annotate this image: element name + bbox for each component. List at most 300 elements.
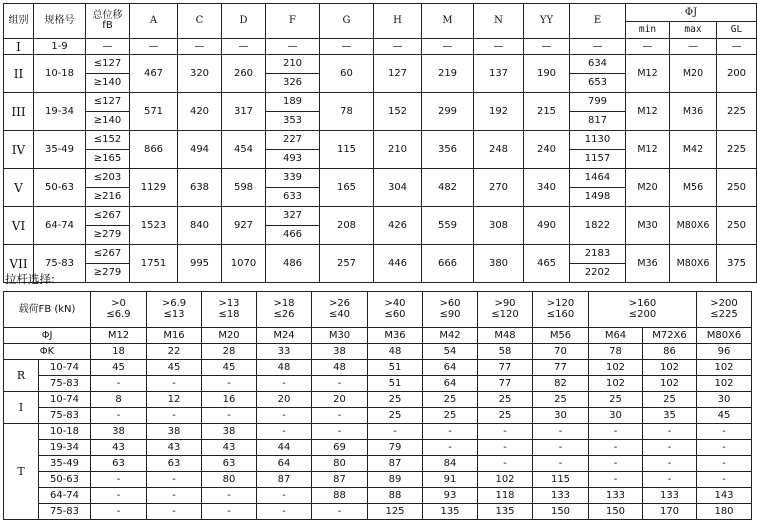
value-cell: 143 — [697, 488, 752, 504]
value-cell: 133 — [589, 488, 643, 504]
value-cell: 84 — [423, 456, 478, 472]
value-cell: 25 — [533, 392, 589, 408]
value-cell: 38 — [147, 424, 202, 440]
cell-m: 559 — [422, 207, 474, 245]
load-range-cell: >40 ≤60 — [368, 292, 423, 328]
cell-m: 299 — [422, 93, 474, 131]
group-label: T — [4, 424, 39, 520]
table-row — [4, 207, 757, 226]
value-cell: - — [257, 488, 312, 504]
value-cell: 43 — [91, 440, 147, 456]
phi-j-row-cell: M30 — [312, 328, 368, 344]
value-cell: - — [202, 408, 257, 424]
phi-j-row-cell: M24 — [257, 328, 312, 344]
cell-h: 127 — [374, 55, 422, 93]
load-range-cell: >0 ≤6.9 — [91, 292, 147, 328]
value-cell: 80 — [202, 472, 257, 488]
value-cell: 125 — [368, 504, 423, 520]
value-cell: 102 — [697, 376, 752, 392]
spec-cell: 1-9 — [34, 39, 86, 55]
value-cell: - — [202, 376, 257, 392]
value-cell: - — [533, 424, 589, 440]
header-col-yy: YY — [524, 4, 570, 39]
cell-a: 1523 — [130, 207, 178, 245]
load-range-cell: >60 ≤90 — [423, 292, 478, 328]
cell-max: M80X6 — [670, 245, 717, 283]
phi-k-row-cell: 96 — [697, 344, 752, 360]
value-cell: - — [697, 440, 752, 456]
table-row — [4, 440, 752, 456]
cell-e: 2202 — [570, 264, 626, 283]
dash-cell: — — [222, 39, 266, 55]
value-cell: - — [91, 472, 147, 488]
header-col-f: F — [266, 4, 320, 39]
value-cell: - — [312, 408, 368, 424]
group-cell: II — [4, 55, 34, 93]
value-cell: 25 — [589, 392, 643, 408]
cell-e: 1157 — [570, 150, 626, 169]
cell-m: 356 — [422, 131, 474, 169]
value-cell: - — [147, 472, 202, 488]
table-row — [4, 169, 757, 188]
value-cell: - — [533, 456, 589, 472]
spec-cell: 10-74 — [39, 360, 91, 376]
value-cell: 25 — [423, 408, 478, 424]
cell-g: 165 — [320, 169, 374, 207]
value-cell: - — [697, 424, 752, 440]
phi-k-row-cell: 70 — [533, 344, 589, 360]
phi-j-row-cell: M64 — [589, 328, 643, 344]
value-cell: - — [478, 440, 533, 456]
table-row — [4, 424, 752, 440]
group-cell: III — [4, 93, 34, 131]
cell-e: 1822 — [570, 207, 626, 245]
value-cell: - — [147, 408, 202, 424]
dimension-table — [3, 3, 757, 283]
spec-cell: 10-18 — [39, 424, 91, 440]
value-cell: 30 — [533, 408, 589, 424]
phi-j-row — [4, 328, 752, 344]
load-range-cell: >200 ≤225 — [697, 292, 752, 328]
cell-f: 227 — [266, 131, 320, 150]
cell-f: 210 — [266, 55, 320, 74]
value-cell: - — [257, 408, 312, 424]
value-cell: - — [643, 456, 697, 472]
phi-k-row-cell: 33 — [257, 344, 312, 360]
value-cell: 25 — [423, 392, 478, 408]
value-cell: 87 — [312, 472, 368, 488]
value-cell: 25 — [478, 408, 533, 424]
value-cell: - — [478, 424, 533, 440]
header-spec: 规格号 — [34, 4, 86, 39]
value-cell: - — [147, 504, 202, 520]
group-label: I — [4, 392, 39, 424]
phi-k-row-cell: 78 — [589, 344, 643, 360]
value-cell: - — [643, 472, 697, 488]
dash-cell: — — [178, 39, 222, 55]
displacement-cell: ≥279 — [86, 264, 130, 283]
cell-h: 210 — [374, 131, 422, 169]
cell-d: 598 — [222, 169, 266, 207]
value-cell: 133 — [643, 488, 697, 504]
table-row — [4, 93, 757, 112]
group-cell: V — [4, 169, 34, 207]
cell-g: 208 — [320, 207, 374, 245]
header-col-g: G — [320, 4, 374, 39]
cell-c: 840 — [178, 207, 222, 245]
phi-j-row-cell: M16 — [147, 328, 202, 344]
cell-gl: 225 — [717, 131, 757, 169]
cell-d: 260 — [222, 55, 266, 93]
displacement-cell: ≥165 — [86, 150, 130, 169]
cell-e: 1498 — [570, 188, 626, 207]
value-cell: 25 — [368, 392, 423, 408]
value-cell: - — [423, 440, 478, 456]
cell-n: 192 — [474, 93, 524, 131]
value-cell: - — [478, 456, 533, 472]
value-cell: - — [589, 472, 643, 488]
load-range-cell: >120 ≤160 — [533, 292, 589, 328]
table-row — [4, 408, 752, 424]
cell-c: 995 — [178, 245, 222, 283]
value-cell: - — [589, 440, 643, 456]
cell-g: 60 — [320, 55, 374, 93]
displacement-cell: ≤127 — [86, 55, 130, 74]
cell-min: M30 — [626, 207, 670, 245]
value-cell: 102 — [697, 360, 752, 376]
value-cell: 25 — [478, 392, 533, 408]
value-cell: 82 — [533, 376, 589, 392]
value-cell: 20 — [257, 392, 312, 408]
value-cell: 45 — [202, 360, 257, 376]
phi-j-row-cell: M48 — [478, 328, 533, 344]
table-row — [4, 245, 757, 264]
phi-j-row-cell: M80X6 — [697, 328, 752, 344]
table-row — [4, 376, 752, 392]
spec-cell: 64-74 — [39, 488, 91, 504]
cell-f: 353 — [266, 112, 320, 131]
table-row — [4, 488, 752, 504]
header-col-c: C — [178, 4, 222, 39]
cell-gl: 250 — [717, 169, 757, 207]
value-cell: 16 — [202, 392, 257, 408]
dash-cell: — — [717, 39, 757, 55]
group-cell: VI — [4, 207, 34, 245]
phi-j-row-cell: M36 — [368, 328, 423, 344]
value-cell: - — [312, 504, 368, 520]
cell-e: 653 — [570, 74, 626, 93]
value-cell: 63 — [147, 456, 202, 472]
value-cell: 93 — [423, 488, 478, 504]
phi-k-row-cell: 38 — [312, 344, 368, 360]
cell-e: 2183 — [570, 245, 626, 264]
value-cell: 48 — [312, 360, 368, 376]
value-cell: 20 — [312, 392, 368, 408]
value-cell: - — [147, 488, 202, 504]
value-cell: 102 — [478, 472, 533, 488]
table-row — [4, 360, 752, 376]
value-cell: - — [643, 440, 697, 456]
load-range-cell: >90 ≤120 — [478, 292, 533, 328]
value-cell: - — [697, 456, 752, 472]
phi-k-row-cell: 54 — [423, 344, 478, 360]
value-cell: 64 — [423, 360, 478, 376]
cell-h: 152 — [374, 93, 422, 131]
dash-cell: — — [374, 39, 422, 55]
value-cell: 25 — [643, 392, 697, 408]
value-cell: - — [312, 376, 368, 392]
header-col-e: E — [570, 4, 626, 39]
displacement-cell: ≤127 — [86, 93, 130, 112]
value-cell: - — [202, 488, 257, 504]
group-label: R — [4, 360, 39, 392]
dash-cell: — — [670, 39, 717, 55]
displacement-cell: ≥279 — [86, 226, 130, 245]
phi-k-row-cell: 86 — [643, 344, 697, 360]
value-cell: - — [368, 424, 423, 440]
value-cell: - — [91, 504, 147, 520]
cell-max: M36 — [670, 93, 717, 131]
cell-d: 454 — [222, 131, 266, 169]
value-cell: - — [312, 424, 368, 440]
value-cell: 51 — [368, 360, 423, 376]
phi-k-row — [4, 344, 752, 360]
value-cell: 77 — [533, 360, 589, 376]
cell-h: 446 — [374, 245, 422, 283]
cell-c: 638 — [178, 169, 222, 207]
displacement-cell: ≤152 — [86, 131, 130, 150]
cell-h: 304 — [374, 169, 422, 207]
cell-f: 486 — [266, 245, 320, 283]
table-row — [4, 39, 757, 55]
cell-yy: 465 — [524, 245, 570, 283]
tie-rod-table — [3, 291, 752, 520]
value-cell: 35 — [643, 408, 697, 424]
value-cell: - — [533, 440, 589, 456]
value-cell: - — [257, 424, 312, 440]
value-cell: 87 — [368, 456, 423, 472]
cell-n: 270 — [474, 169, 524, 207]
dash-cell: — — [422, 39, 474, 55]
load-range-cell: >18 ≤26 — [257, 292, 312, 328]
load-range-cell: >26 ≤40 — [312, 292, 368, 328]
spec-cell: 75-83 — [39, 408, 91, 424]
value-cell: 115 — [533, 472, 589, 488]
cell-gl: 225 — [717, 93, 757, 131]
cell-e: 1464 — [570, 169, 626, 188]
cell-max: M20 — [670, 55, 717, 93]
displacement-cell: ≤267 — [86, 207, 130, 226]
cell-min: M36 — [626, 245, 670, 283]
phi-j-row-cell: M56 — [533, 328, 589, 344]
displacement-cell: ≤203 — [86, 169, 130, 188]
cell-a: 571 — [130, 93, 178, 131]
spec-cell: 64-74 — [34, 207, 86, 245]
cell-e: 799 — [570, 93, 626, 112]
value-cell: - — [257, 376, 312, 392]
displacement-cell: ≥140 — [86, 112, 130, 131]
header-max: max — [670, 22, 717, 39]
cell-a: 866 — [130, 131, 178, 169]
load-range-cell: >13 ≤18 — [202, 292, 257, 328]
cell-yy: 240 — [524, 131, 570, 169]
value-cell: - — [91, 488, 147, 504]
cell-gl: 200 — [717, 55, 757, 93]
phi-j-row-cell: M20 — [202, 328, 257, 344]
phi-k-row-cell: 28 — [202, 344, 257, 360]
header-col-n: N — [474, 4, 524, 39]
cell-yy: 190 — [524, 55, 570, 93]
cell-f: 326 — [266, 74, 320, 93]
value-cell: 102 — [589, 376, 643, 392]
value-cell: 45 — [91, 360, 147, 376]
cell-yy: 215 — [524, 93, 570, 131]
spec-cell: 10-18 — [34, 55, 86, 93]
value-cell: 77 — [478, 360, 533, 376]
cell-f: 339 — [266, 169, 320, 188]
cell-max: M56 — [670, 169, 717, 207]
value-cell: - — [257, 504, 312, 520]
load-header-row — [4, 292, 752, 328]
header-col-a: A — [130, 4, 178, 39]
value-cell: 89 — [368, 472, 423, 488]
value-cell: - — [423, 424, 478, 440]
spec-cell: 75-83 — [39, 376, 91, 392]
value-cell: 170 — [643, 504, 697, 520]
phi-j-row-label: ΦJ — [4, 328, 91, 344]
value-cell: - — [147, 376, 202, 392]
phi-k-row-cell: 18 — [91, 344, 147, 360]
phi-k-row-cell: 22 — [147, 344, 202, 360]
displacement-cell: ≥140 — [86, 74, 130, 93]
value-cell: 45 — [697, 408, 752, 424]
table-row — [4, 456, 752, 472]
load-range-cell: >6.9 ≤13 — [147, 292, 202, 328]
header-col-h: H — [374, 4, 422, 39]
value-cell: 69 — [312, 440, 368, 456]
header-min: min — [626, 22, 670, 39]
spec-cell: 19-34 — [34, 93, 86, 131]
dash-cell: — — [570, 39, 626, 55]
cell-yy: 340 — [524, 169, 570, 207]
header-col-m: M — [422, 4, 474, 39]
table-row — [4, 55, 757, 74]
value-cell: 102 — [589, 360, 643, 376]
header-gl: GL — [717, 22, 757, 39]
spec-cell: 75-83 — [39, 504, 91, 520]
phi-k-row-cell: 58 — [478, 344, 533, 360]
value-cell: 88 — [368, 488, 423, 504]
header-group: 组别 — [4, 4, 34, 39]
cell-g: 257 — [320, 245, 374, 283]
value-cell: 102 — [643, 360, 697, 376]
dash-cell: — — [86, 39, 130, 55]
cell-d: 927 — [222, 207, 266, 245]
cell-m: 219 — [422, 55, 474, 93]
cell-f: 466 — [266, 226, 320, 245]
spec-cell: 10-74 — [39, 392, 91, 408]
value-cell: 133 — [533, 488, 589, 504]
group-cell: IV — [4, 131, 34, 169]
cell-gl: 375 — [717, 245, 757, 283]
table-row — [4, 392, 752, 408]
cell-yy: 490 — [524, 207, 570, 245]
value-cell: 8 — [91, 392, 147, 408]
cell-max: M80X6 — [670, 207, 717, 245]
cell-min: M12 — [626, 55, 670, 93]
dash-cell: — — [626, 39, 670, 55]
value-cell: 44 — [257, 440, 312, 456]
value-cell: 150 — [533, 504, 589, 520]
phi-j-row-cell: M12 — [91, 328, 147, 344]
value-cell: - — [589, 456, 643, 472]
spec-cell: 35-49 — [39, 456, 91, 472]
dash-cell: — — [524, 39, 570, 55]
value-cell: 135 — [423, 504, 478, 520]
value-cell: - — [697, 472, 752, 488]
value-cell: 88 — [312, 488, 368, 504]
table-row — [4, 131, 757, 150]
phi-j-row-cell: M72X6 — [643, 328, 697, 344]
dash-cell: — — [320, 39, 374, 55]
spec-cell: 50-63 — [34, 169, 86, 207]
value-cell: 63 — [91, 456, 147, 472]
cell-n: 248 — [474, 131, 524, 169]
spec-cell: 50-63 — [39, 472, 91, 488]
dash-cell: — — [266, 39, 320, 55]
value-cell: 79 — [368, 440, 423, 456]
group-cell: VII — [4, 245, 34, 283]
spec-cell: 19-34 — [39, 440, 91, 456]
spec-cell: 75-83 — [34, 245, 86, 283]
cell-f: 493 — [266, 150, 320, 169]
cell-min: M20 — [626, 169, 670, 207]
cell-n: 308 — [474, 207, 524, 245]
spec-cell: 35-49 — [34, 131, 86, 169]
value-cell: 180 — [697, 504, 752, 520]
cell-c: 320 — [178, 55, 222, 93]
cell-a: 467 — [130, 55, 178, 93]
value-cell: 77 — [478, 376, 533, 392]
phi-k-row-cell: 48 — [368, 344, 423, 360]
cell-c: 494 — [178, 131, 222, 169]
value-cell: - — [91, 408, 147, 424]
cell-d: 317 — [222, 93, 266, 131]
cell-f: 633 — [266, 188, 320, 207]
dash-cell: — — [474, 39, 524, 55]
value-cell: 43 — [147, 440, 202, 456]
table-row — [4, 504, 752, 520]
load-label: 载荷FB (kN) — [4, 292, 91, 328]
group-cell: I — [4, 39, 34, 55]
value-cell: - — [91, 376, 147, 392]
value-cell: 12 — [147, 392, 202, 408]
header-phi-j: ΦJ — [626, 4, 757, 22]
cell-g: 78 — [320, 93, 374, 131]
cell-e: 634 — [570, 55, 626, 74]
cell-a: 1751 — [130, 245, 178, 283]
header-col-d: D — [222, 4, 266, 39]
displacement-cell: ≥216 — [86, 188, 130, 207]
value-cell: 38 — [202, 424, 257, 440]
value-cell: 135 — [478, 504, 533, 520]
phi-j-row-cell: M42 — [423, 328, 478, 344]
dash-cell: — — [130, 39, 178, 55]
value-cell: - — [202, 504, 257, 520]
table-row — [4, 472, 752, 488]
value-cell: 64 — [257, 456, 312, 472]
value-cell: 30 — [697, 392, 752, 408]
